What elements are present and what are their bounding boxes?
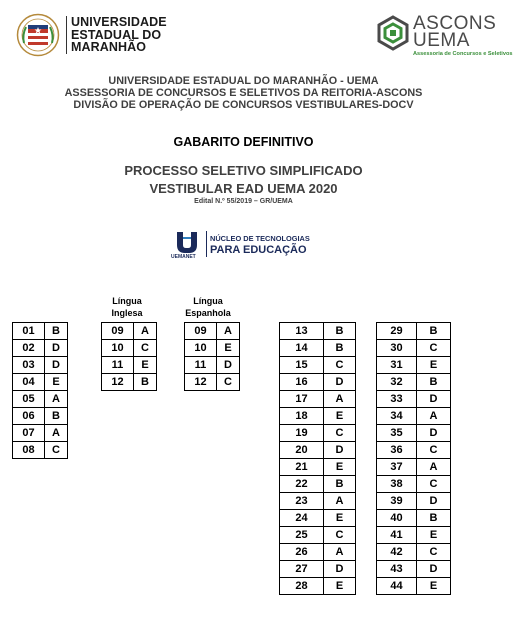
table-row [102,340,157,357]
question-number: 40 [377,510,417,527]
answer-letter: E [324,459,356,476]
table-row [280,374,356,391]
answer-letter: D [45,357,68,374]
table-row [377,357,451,374]
answer-letter: C [417,476,451,493]
heading-english [100,295,154,319]
table-row [102,357,157,374]
answer-letter: A [324,493,356,510]
question-number: 15 [280,357,324,374]
answer-table-13-28 [279,322,356,595]
question-number: 18 [280,408,324,425]
answer-letter: E [417,527,451,544]
table-row [280,578,356,595]
question-number: 11 [185,357,217,374]
table-row [13,340,68,357]
table-row [377,442,451,459]
table-row [377,425,451,442]
table-row [13,391,68,408]
answer-letter: D [324,374,356,391]
nte-logo-divider [206,231,207,257]
answer-letter: A [324,391,356,408]
question-number: 33 [377,391,417,408]
ascons-wordmark [413,15,496,49]
question-number: 01 [13,323,45,340]
answer-letter: B [417,510,451,527]
question-number: 09 [185,323,217,340]
question-number: 28 [280,578,324,595]
question-number: 39 [377,493,417,510]
uema-name-line2: ESTADUAL DO [71,27,162,42]
table-row [280,391,356,408]
question-number: 34 [377,408,417,425]
institution-line-3: DIVISÃO DE OPERAÇÃO DE CONCURSOS VESTIBULARES-DOCV [73,99,414,111]
question-number: 08 [13,442,45,459]
nte-line1: NÚCLEO DE TECNOLOGIAS [210,234,310,243]
uema-name-line3: MARANHÃO [71,40,147,54]
question-number: 24 [280,510,324,527]
question-number: 30 [377,340,417,357]
answer-letter: A [417,408,451,425]
table-row [13,357,68,374]
question-number: 09 [102,323,134,340]
table-row [280,476,356,493]
question-number: 31 [377,357,417,374]
answer-letter: B [324,323,356,340]
answer-letter: E [417,357,451,374]
heading-english-line2: Inglesa [111,308,143,318]
answer-letter: E [324,510,356,527]
uema-name [71,16,167,54]
answer-letter: A [45,425,68,442]
answer-table-29-44 [376,322,451,595]
nte-line2: PARA EDUCAÇÃO [210,244,307,256]
answer-letter: E [217,340,240,357]
question-number: 16 [280,374,324,391]
page-title: GABARITO DEFINITIVO [173,135,314,149]
uema-seal-icon [16,13,60,57]
question-number: 22 [280,476,324,493]
answer-letter: D [417,561,451,578]
question-number: 25 [280,527,324,544]
answer-letter: B [324,476,356,493]
table-row [377,391,451,408]
process-line-1: PROCESSO SELETIVO SIMPLIFICADO [124,163,363,178]
table-row [377,459,451,476]
question-number: 05 [13,391,45,408]
table-row [13,425,68,442]
question-number: 04 [13,374,45,391]
table-row [280,340,356,357]
table-row [280,527,356,544]
edital-reference: Edital N.º 55/2019 – GR/UEMA [194,198,293,205]
answer-letter: B [134,374,157,391]
question-number: 17 [280,391,324,408]
table-row [377,578,451,595]
answer-letter: C [324,527,356,544]
answer-letter: A [324,544,356,561]
question-number: 44 [377,578,417,595]
table-row [377,561,451,578]
table-row [185,340,240,357]
table-row [280,442,356,459]
answer-letter: D [324,561,356,578]
table-row [13,442,68,459]
table-row [377,374,451,391]
question-number: 11 [102,357,134,374]
answer-letter: B [417,323,451,340]
table-row [280,493,356,510]
table-row [280,544,356,561]
answer-letter: B [324,340,356,357]
table-row [280,425,356,442]
answer-letter: D [45,340,68,357]
answer-letter: B [45,408,68,425]
answer-letter: C [217,374,240,391]
table-row [377,340,451,357]
answer-letter: D [324,442,356,459]
answer-letter: A [417,459,451,476]
question-number: 42 [377,544,417,561]
answer-letter: A [217,323,240,340]
table-row [185,323,240,340]
nte-logo [170,226,320,262]
question-number: 10 [185,340,217,357]
nte-under-label: UEMANET [171,254,196,260]
answer-letter: E [324,408,356,425]
table-row [280,323,356,340]
question-number: 38 [377,476,417,493]
question-number: 02 [13,340,45,357]
answer-letter: C [324,425,356,442]
question-number: 23 [280,493,324,510]
question-number: 26 [280,544,324,561]
answer-letter: C [417,544,451,561]
answer-letter: D [417,391,451,408]
ascons-subtitle: Assessoria de Concursos e Seletivos [413,51,513,57]
question-number: 14 [280,340,324,357]
question-number: 12 [102,374,134,391]
answer-letter: A [134,323,157,340]
table-row [13,323,68,340]
answer-table-common [12,322,68,459]
uema-name-line1: UNIVERSIDADE [71,15,167,29]
answer-table-english [101,322,157,391]
institution-line-1: UNIVERSIDADE ESTADUAL DO MARANHÃO - UEMA [108,75,379,87]
heading-spanish-line1: Língua [193,296,223,306]
question-number: 37 [377,459,417,476]
question-number: 06 [13,408,45,425]
answer-letter: E [417,578,451,595]
question-number: 29 [377,323,417,340]
answer-letter: E [324,578,356,595]
answer-letter: C [45,442,68,459]
question-number: 12 [185,374,217,391]
table-row [13,408,68,425]
table-row [280,510,356,527]
table-row [280,357,356,374]
table-row [280,561,356,578]
uema-logo [10,10,167,60]
heading-spanish [176,295,240,319]
table-row [280,408,356,425]
answer-letter: E [134,357,157,374]
answer-letter: D [217,357,240,374]
table-row [377,493,451,510]
answer-letter: D [417,493,451,510]
ascons-hexagon-icon [376,16,410,50]
uema-logo-divider [66,16,67,54]
table-row [185,374,240,391]
table-row [13,374,68,391]
question-number: 43 [377,561,417,578]
question-number: 20 [280,442,324,459]
answer-table-spanish [184,322,240,391]
answer-letter: E [45,374,68,391]
question-number: 03 [13,357,45,374]
answer-letter: B [45,323,68,340]
table-row [377,408,451,425]
question-number: 21 [280,459,324,476]
ascons-logo [376,13,513,62]
answer-letter: C [417,340,451,357]
table-row [280,459,356,476]
question-number: 36 [377,442,417,459]
answer-letter: C [134,340,157,357]
heading-english-line1: Língua [112,296,142,306]
answer-letter: C [417,442,451,459]
table-row [377,527,451,544]
question-number: 07 [13,425,45,442]
table-row [377,510,451,527]
heading-spanish-line2: Espanhola [185,308,231,318]
table-row [102,374,157,391]
table-row [377,476,451,493]
process-line-2: VESTIBULAR EAD UEMA 2020 [149,181,338,196]
question-number: 13 [280,323,324,340]
table-row [377,323,451,340]
ascons-line2: UEMA [413,30,470,51]
answer-letter: A [45,391,68,408]
table-row [185,357,240,374]
question-number: 19 [280,425,324,442]
ascons-line1: ASCONS [413,13,497,34]
question-number: 27 [280,561,324,578]
answer-letter: D [417,425,451,442]
institution-line-2: ASSESSORIA DE CONCURSOS E SELETIVOS DA REITORIA-ASCONS [64,87,423,99]
question-number: 35 [377,425,417,442]
answer-letter: B [417,374,451,391]
question-number: 41 [377,527,417,544]
table-row [102,323,157,340]
answer-letter: C [324,357,356,374]
question-number: 10 [102,340,134,357]
question-number: 32 [377,374,417,391]
table-row [377,544,451,561]
